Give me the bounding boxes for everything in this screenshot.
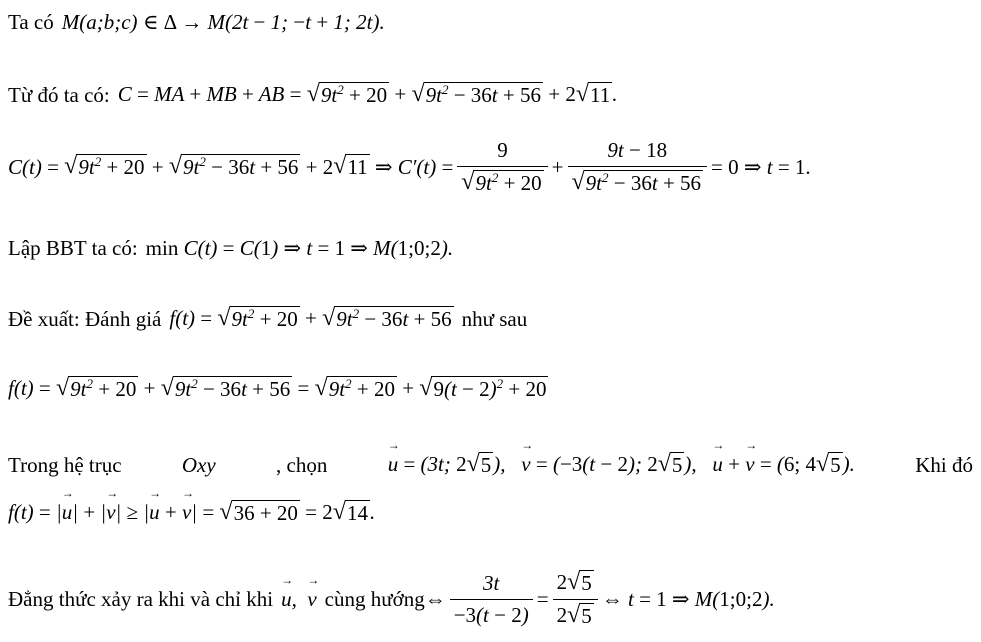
line-7-text-a: Trong hệ trục: [8, 452, 122, 477]
line-5-text-b: như sau: [461, 306, 528, 331]
line-9-math-a: → u, → v: [281, 587, 317, 612]
line-9: [8, 570, 775, 629]
line-1: [8, 10, 385, 35]
line-2-math: C = MA + MB + AB = √ $9t^2 + 20$ + √ $9t^2 - 36t + 56$ + 2 √ 11 .: [117, 81, 618, 107]
line-2: [8, 82, 617, 108]
line-9-math-b: ⇔ $\frac{3t}{-3(t - 2)}$ = 2 √ 5 2 √ 5 ⇔ t = 1 ⇒ M( 1;0;2 ).: [424, 569, 775, 628]
line-8-math: f(t) = |→ u| + |→ v| ≥ |→ u + → v| = √ 36 + 20 = 2 √ 14 .: [8, 500, 375, 526]
line-5: [8, 306, 527, 332]
line-5-text-a: Đề xuất: Đánh giá: [8, 306, 162, 331]
line-8: [8, 500, 375, 526]
line-4: [8, 236, 453, 261]
line-7-text-b: , chọn: [276, 452, 328, 477]
line-9-text-a: Đẳng thức xảy ra khi và chỉ khi: [8, 587, 274, 611]
line-7-text-c: Khi đó: [915, 452, 973, 477]
line-1-math: M(a;b;c) ∈ Δ → M(2t − 1; −t + 1; 2t).: [61, 10, 385, 34]
line-7: [8, 452, 973, 478]
line-5-math: f(t) = √ $9t^2 + 20$ + √ $9t^2 - 36t + 56$: [169, 305, 452, 331]
line-7-math-a: Oxy: [181, 452, 216, 477]
line-3: [8, 138, 811, 196]
line-3-math: C(t) = √ $9t^2 + 20$ + √ $9t^2 - 36t + 56$ + 2 √ 11 ⇒ C′(t) = 9 √ $9t^2 + 20$ + 9t − 18 √ $9t^2 - 36t + 56$ = 0 ⇒ t = 1.: [8, 138, 811, 195]
line-9-text-b: cùng hướng: [324, 587, 425, 611]
line-1-text: Ta có: [8, 10, 54, 34]
line-7-math-b: → u = (3t; 2 √ 5 ), → v = (−3(t − 2); 2 √ 5 ), → u + → v = (6; 4 √ 5 ).: [388, 452, 855, 478]
line-6-math: f(t) = √ $9t^2 + 20$ + √ $9t^2 - 36t + 56$ = √ $9t^2 + 20$ + √ $9(t - 2)^2 + 20$: [8, 375, 547, 401]
line-2-text: Từ đó ta có:: [8, 82, 110, 107]
line-6: [8, 376, 548, 402]
line-4-math: min C(t) = C(1) ⇒ t = 1 ⇒ M(1;0;2).: [145, 236, 454, 260]
line-4-text: Lập BBT ta có:: [8, 236, 138, 260]
